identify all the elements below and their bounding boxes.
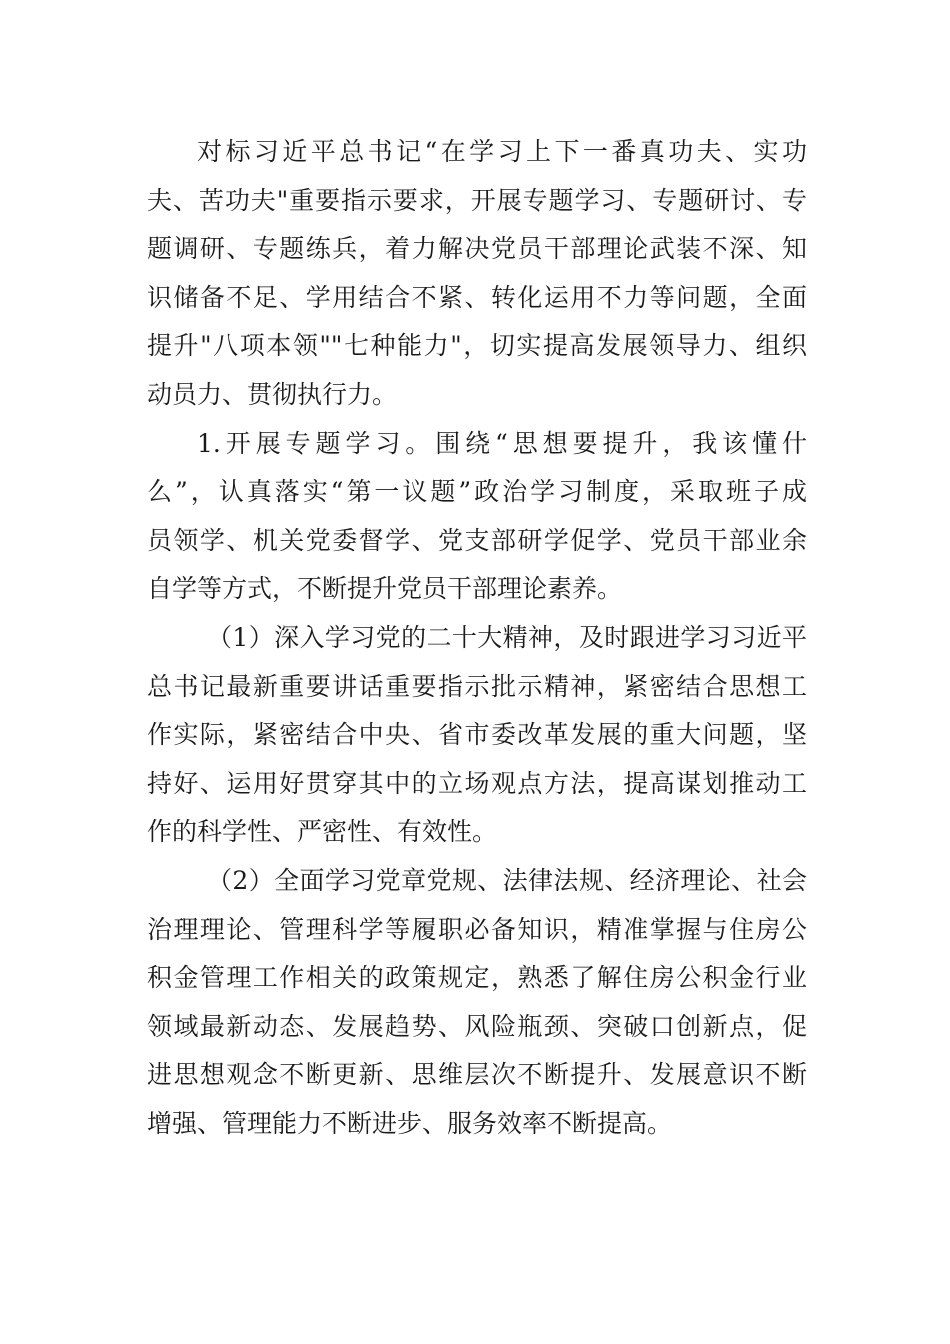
text-line: 员领学、机关党委督学、党支部研学促学、党员干部业余	[147, 525, 807, 555]
text-line: 作实际，紧密结合中央、省市委改革发展的重大问题，坚	[147, 720, 807, 750]
text-line: 题调研、专题练兵，着力解决党员干部理论武装不深、知	[147, 234, 807, 264]
text-line: 动员力、贯彻执行力。	[147, 379, 398, 409]
text-line: 么”，认真落实“第一议题”政治学习制度，采取班子成	[147, 477, 807, 507]
paragraph-intro	[147, 128, 807, 420]
text-line: 领域最新动态、发展趋势、风险瓶颈、突破口创新点，促	[147, 1011, 807, 1041]
text-line: 作的科学性、严密性、有效性。	[147, 817, 498, 847]
text-line: 自学等方式，不断提升党员干部理论素养。	[147, 574, 623, 604]
paragraph-item-1	[147, 420, 807, 614]
text-line: （1）深入学习党的二十大精神，及时跟进学习习近平	[207, 622, 807, 652]
document-body	[147, 128, 807, 1148]
text-line: 1.开展专题学习。围绕“思想要提升，我该懂什	[197, 428, 807, 458]
text-line: 增强、管理能力不断进步、服务效率不断提高。	[147, 1108, 673, 1138]
paragraph-item-1-2	[147, 857, 807, 1149]
text-line: 进思想观念不断更新、思维层次不断提升、发展意识不断	[147, 1060, 807, 1090]
text-line: （2）全面学习党章党规、法律法规、经济理论、社会	[207, 865, 807, 895]
text-line: 夫、苦功夫"重要指示要求，开展专题学习、专题研讨、专	[147, 185, 807, 215]
text-line: 总书记最新重要讲话重要指示批示精神，紧密结合思想工	[147, 671, 807, 701]
text-line: 识储备不足、学用结合不紧、转化运用不力等问题，全面	[147, 282, 807, 312]
paragraph-item-1-1	[147, 614, 807, 857]
text-line: 提升"八项本领""七种能力"，切实提高发展领导力、组织	[147, 331, 807, 361]
text-line: 治理理论、管理科学等履职必备知识，精准掌握与住房公	[147, 914, 807, 944]
text-line: 持好、运用好贯穿其中的立场观点方法，提高谋划推动工	[147, 768, 807, 798]
text-line: 积金管理工作相关的政策规定，熟悉了解住房公积金行业	[147, 963, 807, 993]
text-line: 对标习近平总书记“在学习上下一番真功夫、实功	[197, 137, 807, 166]
